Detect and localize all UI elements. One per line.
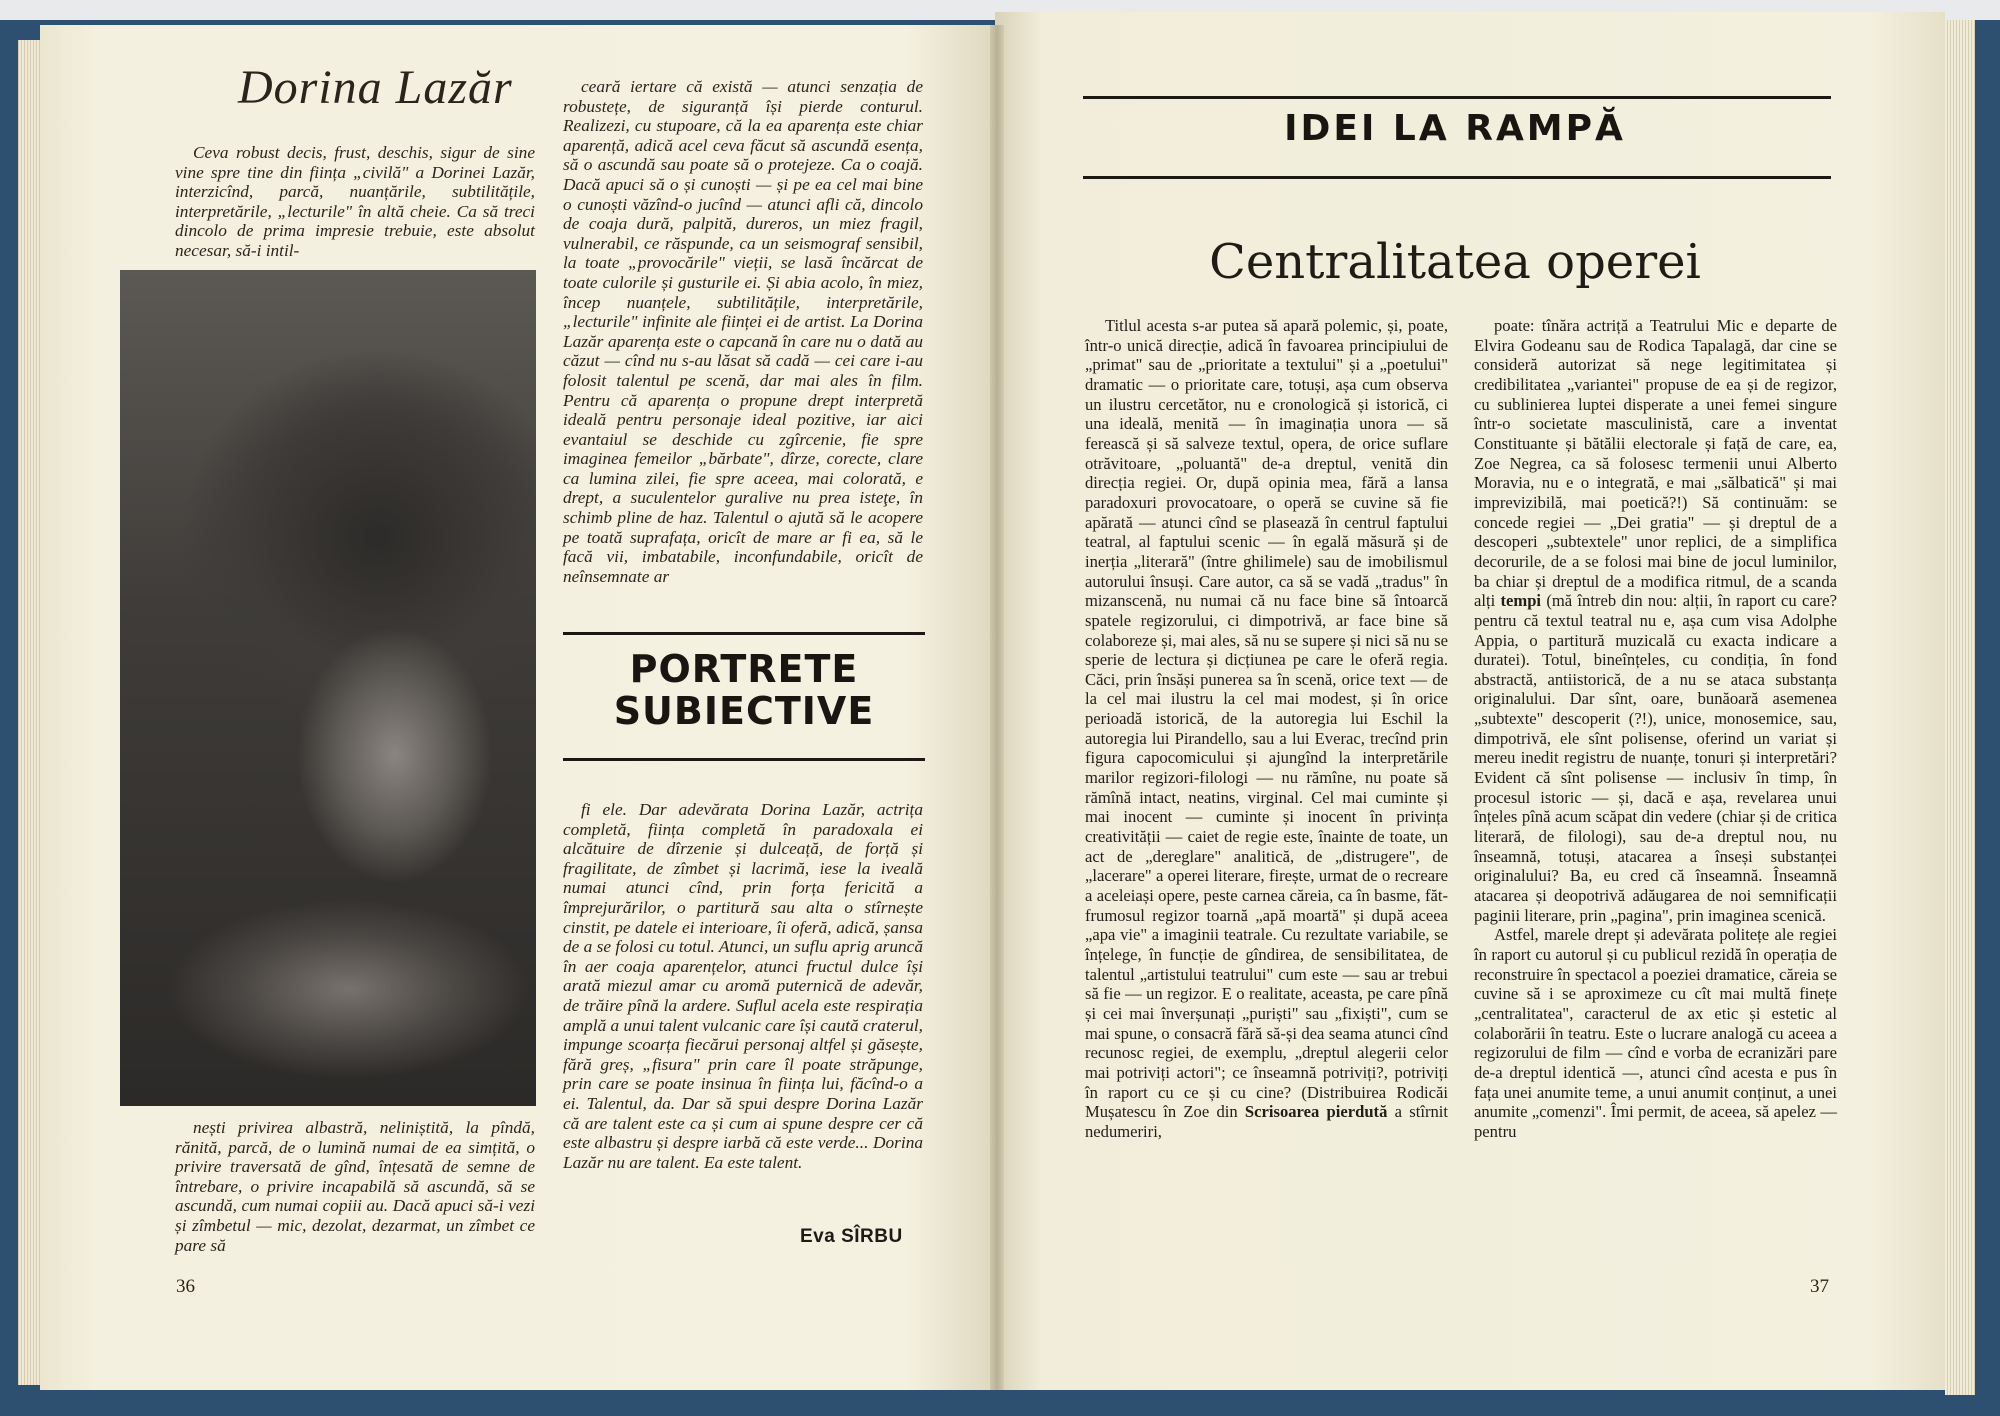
portrait-headline: Dorina Lazăr [238,61,513,114]
left-column-c-text: fi ele. Dar adevărata Dorina Lazăr, actrița completă, ființa completă în paradoxala ei alcătuire de dîrzenie și dulceață, de forță și fragilitate, de zîmbet și lacrimă, iese la iveală numai atunci cînd, prin forța fericită a împrejurărilor, o partitură sau alta o stîrnește cinstit, pe datele ei interioare, îi oferă, adică, șansa de a se folosi cu totul. Atunci, un suflu aprig aruncă în aer coaja aparențelor, atunci fructul dulce își arată miezul amar cu aromă puternică de adevăr, de trăire pînă la ardere. Suflul acela este respirația amplă a unui talent vulcanic care își caută craterul, impunge scoarța fiecărui personaj altfel și găsește, fără greș, „fisura" prin care îl poate străpunge, prin care se poate insinua în ființa lui, făcînd-o a ei. Talentul, da. Dar să spui despre Dorina Lazăr că are talent este ca și cum ai spune despre cer că este albastru și despre iarbă că este verde... Dorina Lazăr nu are talent. Ea este talent. [563,800,923,1172]
left-column-d [175,1118,535,1255]
right-column-a-text [1085,316,1448,1142]
left-column-b [563,77,923,586]
play-title-bold: Scrisoarea pierdută [1244,1102,1388,1122]
section-heading: IDEI LA RAMPĂ [1284,108,1626,149]
left-column-d-text: nești privirea albastră, neliniștită, la pîndă, rănită, parcă, de o lumină numai de ea simțită, o privire traversată de gînd, înțesată de semne de întrebare, o privire incapabilă să ascundă, să se ascundă, cum numai copiii au. Dacă apuci să-i vezi și zîmbetul — mic, dezolat, dezarmat, un zîmbet ce pare să [175,1118,535,1255]
right-column-a-tail: a stîrnit nedumeriri, [1085,1102,1448,1141]
right-column-a [1085,316,1448,1142]
left-column-c [563,800,923,1172]
right-page-edges [1945,20,1975,1395]
section-block-title [563,648,925,732]
right-column-b-para1 [1474,316,1837,925]
book-gutter [990,25,1004,1390]
block-rule-top [563,632,925,635]
heading-rule-bottom [1083,176,1831,179]
right-column-b [1474,316,1837,1142]
page-number-left: 36 [176,1276,195,1297]
right-column-b-body-cont: (mă întreb din nou: alții, în raport cu care? pentru că textul teatral nu e, așa cum visa Adolphe Appia, o partitură muzicală cu exacta indicare a duratei). Totul, bineînțeles, cu condiția, în fond abstractă, antiistorică, de a nu se ataca substanța originalului. Dar sînt, oare, bunăoară asemenea „subtexte" descoperit (?!), unice, monosemice, sau, dimpotrivă, ele sînt polisense, oferind un variat și mereu inedit registru de nuanțe, tonuri și interpretări? Evident că sînt polisense — inclusiv în timp, în procesul istoric — și, dacă e așa, revelarea unui înțeles pînă acum scăpat din vedere (chiar și de critica literară, de filologi), sau de-a dreptul nou, nu înseamnă, totuși, atacarea a înseși substanței originalului? Ba, eu cred că înseamnă. Înseamnă atacarea și deopotrivă adăugarea de noi semnificații paginii literare, prin „pagina", prin imaginea scenică. [1474,591,1837,925]
page-number-right: 37 [1810,1276,1829,1297]
block-title-line1: PORTRETE [629,647,859,691]
left-column-a-text: Ceva robust decis, frust, deschis, sigur de sine vine spre tine din ființa „civilă" a Dorinei Lazăr, interzicînd, parcă, nuanțările, subtilitățile, interpretările, „lecturile" în altă cheie. Ca să treci dincolo de prima impresie trebuie, este absolut necesar, să-i intil- [175,143,535,260]
left-page-edges [18,40,42,1385]
right-column-b-body: poate: tînăra actriță a Teatrului Mic e departe de Elvira Godeanu sau de Rodica Tapalagă, dar cine se consideră autorizat să nege legitimitatea și credibilitatea „variantei" propuse de ea și de regizor, cu sublinierea luptei disperate a unei femei singure într-o societate masculinistă, care a inventat Constituante și bătălii electorale și față de care, ea, Zoe Negrea, ca să folosesc termenii unui Alberto Moravia, nu e o integrată, e mai „sălbatică" și mai imprevizibilă, mai poetică?!) Să continuăm: se concede regiei — „Dei gratia" — și dreptul de a descoperi „subtextele" unor replici, de a simplifica decorurile, de a se folosi mai bine de jocul luminilor, ba chiar și dreptul de a modifica ritmul, de a scanda alți [1474,316,1837,611]
article-title: Centralitatea operei [1209,234,1701,290]
heading-rule-top [1083,96,1831,99]
left-column-b-text: ceară iertare că există — atunci senzația de robustețe, de siguranță își pierde conturul. Realizezi, cu stupoare, că la ea aparența este chiar aparență, adică acel ceva făcut să ascundă esența, să o ascundă sau poate să o protejeze. Ca o coajă. Dacă apuci să o și cunoști — și pe ea cel mai bine o cunoști văzînd-o jucînd — atunci afli că, dincolo de coaja dură, palpită, dureros, un miez fragil, vulnerabil, ce răspunde, ca un seismograf sensibil, la toate „provocările" vieții, se lasă încărcat de toate culorile și gusturile ei. Și abia acolo, în miez, încep nuanțele, subtilitățile, interpretările, „lecturile" infinite ale ființei ei de artist. La Dorina Lazăr aparența este o capcană în care nu o dată au căzut — cînd nu s-au lăsat să cadă — cei care i-au folosit talentul pe scenă, dar mai ales în film. Pentru că aparența o propune drept interpretă ideală pentru personaje ideal pozitive, iar aici evantaiul se deschide cu zgîrcenie, fie spre imaginea femeilor „bărbate", dîrze, corecte, clare ca lumina zilei, fie spre aceea, mai colorată, e drept, a suculentelor guralive nu prea isteţe, în schimb pline de haz. Talentul o ajută să le acopere pe toată suprafața, oricît de mare ar fi ea, să le facă vii, imbatabile, inconfundabile, oricît de neînsemnate ar [563,77,923,586]
block-rule-bottom [563,758,925,761]
left-column-a [175,143,535,261]
right-column-b-para2: Astfel, marele drept și adevărata politețe ale regiei în raport cu autorul și cu publicul rezidă în operația de reconstruire în spectacol a poeziei dramatice, căreia se cuvine să i se aproximeze cu cît mai multă finețe „centralitatea", caracterul de ax etic și estetic al colaborării în teatru. Este o lucrare analogă cu aceea a regizorului de film — cînd e vorba de ecranizări pare de-a dreptul identică —, atunci cînd acesta e pus în fața unei anumite teme, a unui anumit conținut, a unei anumite „comenzi". Îmi permit, de aceea, să apelez — pentru [1474,925,1837,1141]
block-title-line2: SUBIECTIVE [613,689,875,733]
author-signature: Eva SÎRBU [800,1226,903,1247]
portrait-photo [120,270,536,1106]
tempi-bold: tempi [1500,591,1542,611]
right-column-a-body: Titlul acesta s-ar putea să apară polemic, și, poate, într-o unică direcție, adică în favoarea principiului de „primat" sau de „prioritate a textului" și a „poetului" dramatic — o prioritate care, totuși, așa cum observa un ilustru cercetător, nu e cronologică și istorică, ci una ideală, menită — în imaginația unora — să ferească și să salveze textul, opera, de orice suflare otrăvitoare, „poluantă" de-a dreptul, venită din direcția regiei. Or, după opinia mea, fără a lansa paradoxuri provocatoare, o operă se cuvine să fie apărată — atunci cînd se plasează în centrul faptului teatral, al faptului scenic — în egală măsură și de inerția „literară" (între ghilimele) sau de imobilismul autorului însuși. Care autor, ca să se vadă „tradus" în mizanscenă, nu numai că nu face bine să întoarcă spatele regizorului, ci dimpotrivă, ar face bine să colaboreze și, mai ales, să nu se supere și nici să nu se sperie de lectura și dicțiunea pe care le oferă regia. Căci, prin însăși punerea sa în scenă, orice text — de la cel mai ilustru la cel mai modest, și în orice perioadă istorică, de la autoregia lui Eschil la autoregia lui Pirandello, sau a lui Everac, trecînd prin figura capocomicului și ajungînd la interpretările marilor regizori-filologi — nu rămîne, nu poate să rămînă intact, neatins, virginal. Cel mai cuminte și mai inocent — cuminte și inocent în privința creativității — caiet de regie este, înainte de toate, un act de „dereglare" analitică, de „distrugere", de „lacerare" a operei literare, firește, urmat de o recreare a aceleiași opere, peste carnea căreia, ca în basme, făt-frumosul regizor toarnă „apă moartă" și după aceea „apa vie" a imaginii teatrale. Cu rezultate variabile, se înțelege, în funcție de gîndirea, de sensibilitatea, de talentul „artistului teatrului" cum este — sau ar trebui să fie — un regizor. E o realitate, aceasta, pe care pînă și cei mai înverșunați „puriști" sau „fixiști", cum se mai spune, o consacră fără să-și dea seama atunci cînd recunosc regiei, de exemplu, „dreptul alegerii celor mai potriviți actori"; ce înseamnă potriviți?, potriviți în raport cu ce și cu cine? (Distribuirea Rodicăi Mușatescu în Zoe din [1085,316,1448,1122]
